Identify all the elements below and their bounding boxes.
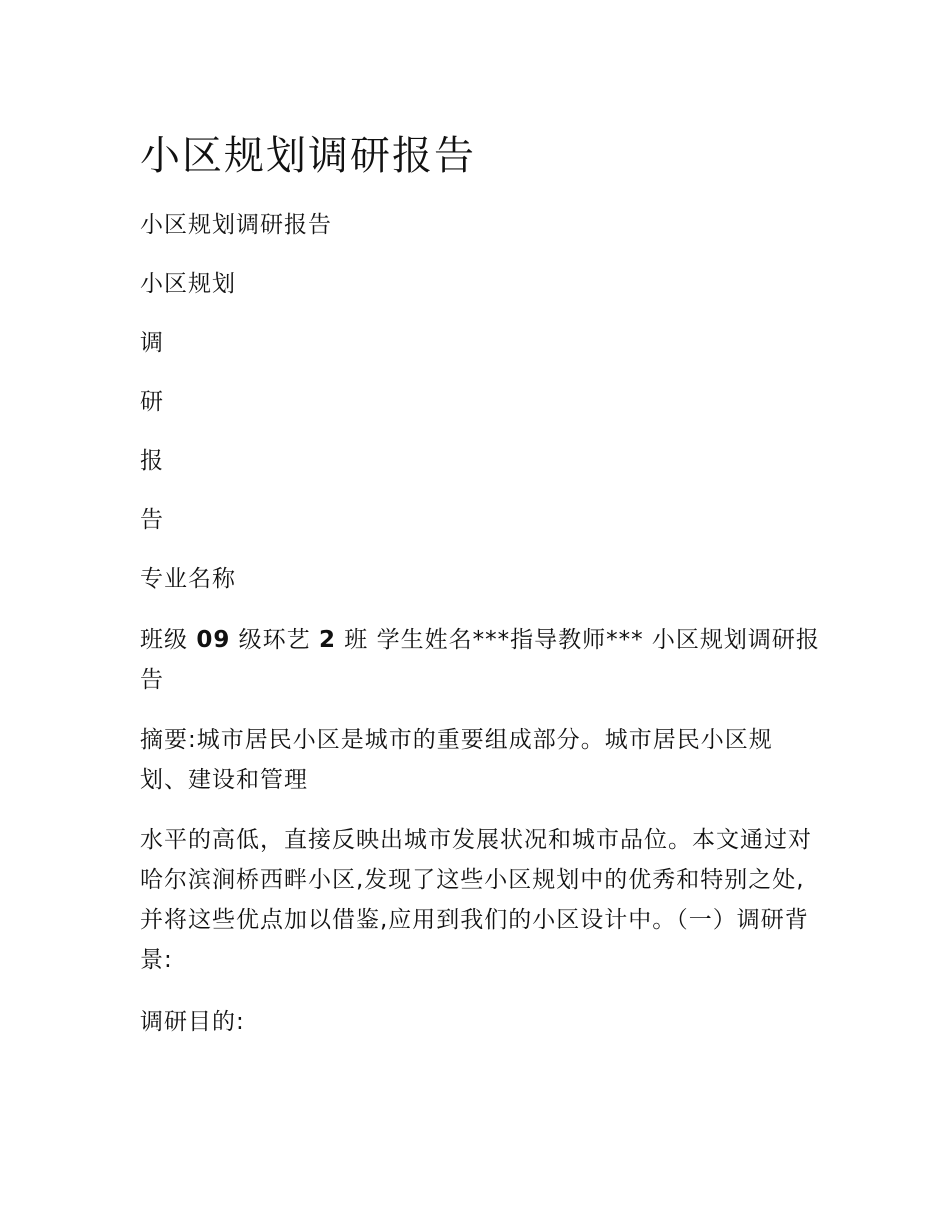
subtitle-line: 小区规划调研报告 — [140, 212, 332, 238]
class-grade: 09 — [196, 627, 231, 653]
text-line: 调 — [140, 330, 164, 356]
text-line: 研 — [140, 389, 164, 415]
class-rest: 班 学生姓名***指导教师*** 小区规划调研报告 — [140, 627, 820, 693]
text-line: 小区规划 — [140, 271, 236, 297]
abstract-paragraph: 摘要:城市居民小区是城市的重要组成部分。城市居民小区规划、建设和管理 — [140, 727, 773, 793]
class-prefix: 班级 — [140, 627, 197, 653]
body-paragraph: 水平的高低，直接反映出城市发展状况和城市品位。本文通过对哈尔滨涧桥西畔小区,发现了这些小区规划中的优秀和特别之处,并将这些优点加以借鉴,应用到我们的小区设计中。（一）调研背景: — [140, 827, 812, 973]
text-line: 报 — [140, 448, 164, 474]
class-mid: 级环艺 — [230, 627, 319, 653]
purpose-heading: 调研目的: — [140, 1009, 245, 1035]
document-title: 小区规划调研报告 — [140, 133, 476, 179]
major-name-line: 专业名称 — [140, 566, 236, 592]
class-number: 2 — [318, 627, 336, 653]
text-line: 告 — [140, 507, 164, 533]
class-info-paragraph — [140, 620, 820, 700]
